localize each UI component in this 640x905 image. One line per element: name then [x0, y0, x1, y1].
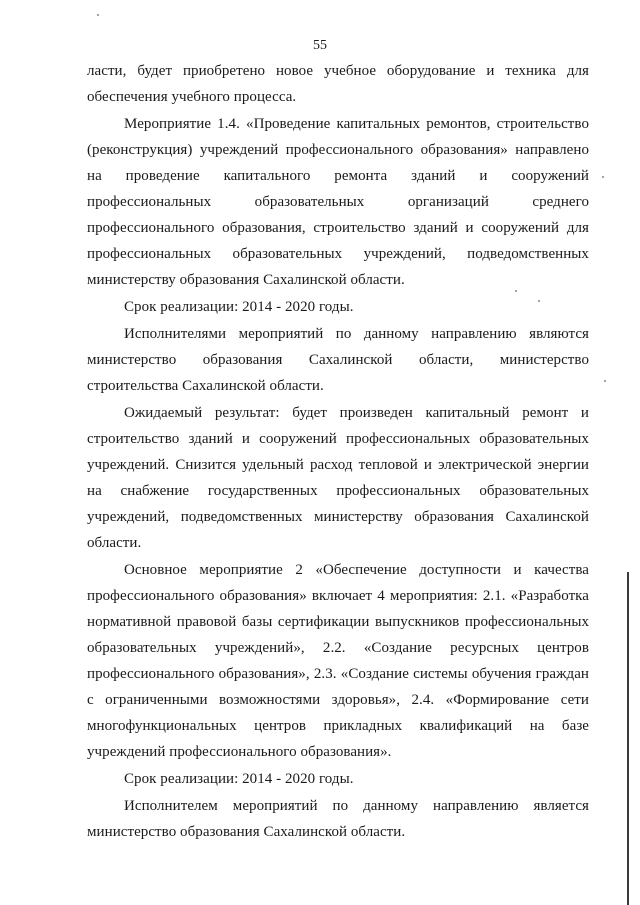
paragraph-executors: Исполнителями мероприятий по данному направлению являются министерство образования Сахалинской области, министерство строительства Сахалинской области.	[87, 326, 589, 394]
scan-speck	[602, 176, 604, 178]
scan-speck	[97, 14, 99, 16]
page-body	[87, 58, 589, 846]
paragraph-main-measure-2: Основное мероприятие 2 «Обеспечение доступности и качества профессионального образования» включает 4 мероприятия: 2.1. «Разработка нормативной правовой базы сертификации выпускников профессиональных образовательных учреждений», 2.2. «Создание ресурсных центров профессионального образования», 2.3. «Создание системы обучения граждан с ограниченными возможностями здоровья», 2.4. «Формирование сети многофункциональных центров прикладных квалификаций на базе учреждений профессионального образования».	[87, 562, 589, 760]
paragraph-measure-1-4: Мероприятие 1.4. «Проведение капитальных ремонтов, строительство (реконструкция) учреждений профессионального образования» направлено на проведение капитального ремонта зданий и сооружений профессиональных образовательных организаций среднего профессионального образования, строительство зданий и сооружений для профессиональных образовательных учреждений, подведомственных министерству образования Сахалинской области.	[87, 116, 589, 288]
paragraph-continuation: ласти, будет приобретено новое учебное оборудование и техника для обеспечения учебного процесса.	[87, 63, 589, 105]
paragraph-executor-ministry: Исполнителем мероприятий по данному направлению является министерство образования Сахалинской области.	[87, 798, 589, 840]
scan-speck	[515, 290, 517, 292]
page-number: 55	[313, 38, 327, 53]
scan-edge-line	[627, 572, 629, 905]
paragraph-implementation-period-2: Срок реализации: 2014 - 2020 годы.	[124, 771, 354, 787]
paragraph-expected-result: Ожидаемый результат: будет произведен капитальный ремонт и строительство зданий и сооружений профессиональных образовательных учреждений. Снизится удельный расход тепловой и электрической энергии на снабжение государственных профессиональных образовательных учреждений, подведомственных министерству образования Сахалинской области.	[87, 405, 589, 551]
paragraph-implementation-period: Срок реализации: 2014 - 2020 годы.	[124, 299, 354, 315]
scan-speck	[538, 300, 540, 302]
scan-speck	[604, 380, 606, 382]
